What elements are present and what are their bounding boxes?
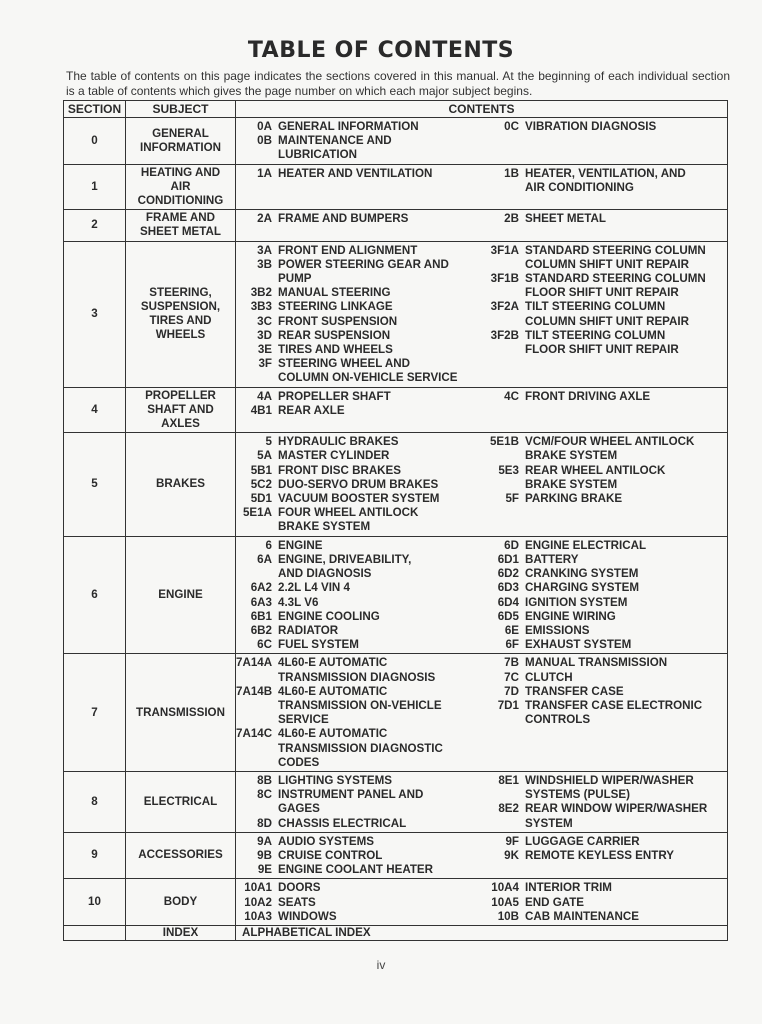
entry-code: 7B (504, 656, 519, 670)
entry-title: MANUAL STEERING (278, 286, 391, 300)
contents-column-left (236, 244, 479, 386)
contents-entry (236, 896, 479, 910)
contents-column-left (236, 212, 479, 226)
entry-title: VIBRATION DIAGNOSIS (525, 120, 657, 133)
contents-entry (236, 727, 479, 770)
contents-entry (236, 390, 479, 404)
contents-entry (479, 685, 727, 699)
section-contents (236, 241, 728, 387)
contents-entry (479, 120, 727, 134)
contents-column-right (479, 435, 727, 534)
entry-code: 8E1 (498, 773, 519, 787)
contents-column-right (479, 167, 727, 195)
contents-entry (236, 881, 479, 895)
section-subject: ENGINE (126, 536, 236, 654)
section-row (64, 210, 728, 241)
entry-code: 10A5 (491, 895, 519, 909)
contents-entry (236, 449, 479, 463)
contents-entry (479, 390, 727, 404)
contents-column-right (479, 774, 727, 831)
contents-column-right (479, 244, 727, 386)
contents-entry (236, 244, 479, 258)
entry-code: 3B2 (250, 286, 272, 300)
page-number: iv (376, 958, 386, 972)
contents-entry (479, 910, 727, 924)
entry-title: REAR WINDOW WIPER/WASHER SYSTEM (525, 802, 708, 830)
section-row (64, 654, 728, 772)
entry-code: 5B1 (250, 463, 272, 477)
contents-entry (236, 286, 479, 300)
section-contents (236, 832, 728, 879)
section-contents (236, 433, 728, 536)
contents-entry (236, 610, 479, 624)
contents-entry (479, 835, 727, 849)
section-row (64, 118, 728, 165)
section-subject: STEERING, SUSPENSION, TIRES AND WHEELS (126, 241, 236, 387)
entry-code: 9A (257, 834, 272, 848)
entry-code: 1A (257, 166, 272, 180)
contents-entry (479, 699, 727, 727)
entry-title: LIGHTING SYSTEMS (278, 773, 393, 787)
entry-code: 0A (257, 120, 272, 133)
entry-code: 3F1B (490, 272, 519, 286)
header-section: SECTION (64, 101, 126, 118)
contents-entry (236, 581, 479, 595)
section-subject: PROPELLER SHAFT AND AXLES (126, 387, 236, 433)
entry-code: 7A14B (236, 684, 273, 698)
contents-entry (479, 244, 727, 272)
contents-column-right (479, 835, 727, 878)
entry-title: FUEL SYSTEM (278, 638, 359, 652)
entry-title: BATTERY (525, 552, 579, 566)
entry-code: 6E (504, 623, 519, 637)
entry-code: 5D1 (250, 492, 272, 506)
entry-code: 8D (257, 816, 272, 830)
entry-title: FRONT DISC BRAKES (278, 463, 402, 477)
contents-entry (236, 492, 479, 506)
contents-column-right (479, 881, 727, 924)
entry-title: TILT STEERING COLUMN COLUMN SHIFT UNIT REPAIR (525, 300, 690, 328)
entry-code: 3B (257, 257, 272, 271)
contents-entry (236, 849, 479, 863)
entry-title: AUDIO SYSTEMS (278, 834, 374, 848)
entry-title: WINDSHIELD WIPER/WASHER SYSTEMS (PULSE) (525, 773, 694, 802)
entry-code: 6A (257, 552, 272, 566)
entry-code: 5E1B (489, 435, 519, 449)
entry-code: 8B (257, 773, 272, 787)
section-subject: ELECTRICAL (126, 771, 236, 832)
contents-column-right (479, 539, 727, 653)
entry-code: 6B1 (250, 609, 272, 623)
entry-title: EXHAUST SYSTEM (525, 638, 632, 652)
contents-entry (236, 120, 479, 134)
section-row (64, 536, 728, 654)
contents-column-left (236, 390, 479, 418)
contents-entry (236, 506, 479, 534)
entry-code: 8E2 (498, 802, 519, 816)
contents-entry (236, 134, 479, 162)
entry-title: MANUAL TRANSMISSION (525, 656, 668, 670)
section-number: 0 (64, 118, 126, 165)
contents-entry (479, 492, 727, 506)
entry-code: 3F1A (490, 243, 519, 257)
contents-entry (236, 258, 479, 286)
entry-code: 3C (257, 314, 272, 328)
contents-entry (479, 638, 727, 652)
entry-code: 7D (504, 684, 519, 698)
contents-column-left (236, 167, 479, 195)
contents-entry (479, 539, 727, 553)
contents-entry (236, 910, 479, 924)
contents-entry (236, 553, 479, 581)
contents-entry (479, 435, 727, 463)
contents-entry (479, 802, 727, 830)
entry-title: ENGINE COOLANT HEATER (278, 863, 434, 877)
contents-column-left (236, 120, 479, 163)
entry-title: STANDARD STEERING COLUMN FLOOR SHIFT UNIT REPAIR (525, 272, 706, 300)
entry-code: 10A3 (244, 909, 272, 923)
contents-entry (236, 788, 479, 816)
entry-code: 3E (257, 343, 272, 357)
entry-code: 6B2 (250, 623, 272, 637)
contents-entry (479, 212, 727, 226)
contents-entry (479, 624, 727, 638)
entry-code: 7A14A (236, 656, 273, 670)
contents-entry (479, 464, 727, 492)
contents-entry (236, 638, 479, 652)
contents-entry (236, 212, 479, 226)
section-number: 10 (64, 879, 126, 926)
section-number: 7 (64, 654, 126, 772)
contents-entry (236, 817, 479, 831)
entry-code: 4A (257, 389, 272, 403)
contents-entry (479, 610, 727, 624)
entry-title: FRAME AND BUMPERS (278, 212, 409, 226)
entry-title: HYDRAULIC BRAKES (278, 435, 399, 449)
contents-column-right (479, 656, 727, 770)
entry-title: CHASSIS ELECTRICAL (278, 816, 407, 830)
section-row (64, 832, 728, 879)
section-number: 5 (64, 433, 126, 536)
entry-code: 3B3 (250, 300, 272, 314)
contents-table (63, 100, 728, 941)
entry-title: RADIATOR (278, 623, 339, 637)
entry-title: 4L60-E AUTOMATIC TRANSMISSION ON-VEHICLE SERVICE (278, 684, 442, 727)
section-row (64, 241, 728, 387)
entry-code: 6 (265, 538, 272, 552)
entry-code: 10A2 (244, 895, 272, 909)
entry-title: GENERAL INFORMATION (278, 120, 419, 133)
entry-code: 5E1A (242, 506, 272, 520)
section-row (64, 771, 728, 832)
entry-title: 4L60-E AUTOMATIC TRANSMISSION DIAGNOSIS (278, 656, 436, 684)
contents-entry (236, 596, 479, 610)
entry-code: 6D (504, 538, 519, 552)
index-subject: INDEX (126, 925, 236, 940)
entry-title: DUO-SERVO DRUM BRAKES (278, 477, 439, 491)
section-subject: ACCESSORIES (126, 832, 236, 879)
section-contents (236, 654, 728, 772)
section-subject: HEATING AND AIR CONDITIONING (126, 164, 236, 210)
entry-title: ENGINE (278, 538, 323, 552)
contents-entry (236, 478, 479, 492)
contents-entry (479, 881, 727, 895)
contents-column-left (236, 881, 479, 924)
entry-code: 5E3 (498, 463, 519, 477)
entry-code: 4B1 (250, 403, 272, 417)
entry-title: CAB MAINTENANCE (525, 909, 640, 923)
section-contents (236, 164, 728, 210)
entry-code: 9E (257, 863, 272, 877)
entry-title: WINDOWS (278, 909, 337, 923)
entry-title: MASTER CYLINDER (278, 449, 390, 463)
section-subject: GENERAL INFORMATION (126, 118, 236, 165)
entry-code: 3F2A (490, 300, 519, 314)
entry-title: 2.2L L4 VIN 4 (278, 581, 350, 595)
contents-entry (479, 671, 727, 685)
section-contents (236, 210, 728, 241)
contents-column-left (236, 774, 479, 831)
entry-title: FRONT END ALIGNMENT (278, 243, 418, 257)
entry-code: 1B (504, 166, 519, 180)
entry-code: 6D1 (497, 552, 519, 566)
entry-title: SHEET METAL (525, 212, 606, 226)
entry-title: TRANSFER CASE (525, 684, 624, 698)
entry-code: 6A2 (250, 581, 272, 595)
contents-entry (236, 315, 479, 329)
entry-code: 6F (505, 638, 519, 652)
entry-title: VCM/FOUR WHEEL ANTILOCK BRAKE SYSTEM (525, 435, 695, 463)
entry-title: REAR WHEEL ANTILOCK BRAKE SYSTEM (525, 463, 666, 491)
entry-title: LUGGAGE CARRIER (525, 834, 640, 848)
entry-title: DOORS (278, 881, 321, 895)
contents-entry (236, 685, 479, 728)
entry-title: CHARGING SYSTEM (525, 581, 640, 595)
section-subject: TRANSMISSION (126, 654, 236, 772)
contents-entry (236, 624, 479, 638)
contents-column-left (236, 539, 479, 653)
section-number: 3 (64, 241, 126, 387)
contents-entry (236, 835, 479, 849)
entry-title: EMISSIONS (525, 623, 590, 637)
section-subject: BODY (126, 879, 236, 926)
entry-code: 9K (504, 848, 519, 862)
entry-code: 5A (257, 449, 272, 463)
entry-code: 8C (257, 788, 272, 802)
entry-title: 4.3L V6 (278, 595, 319, 609)
contents-entry (236, 329, 479, 343)
contents-column-left (236, 656, 479, 770)
section-row (64, 387, 728, 433)
entry-title: FOUR WHEEL ANTILOCK BRAKE SYSTEM (278, 506, 419, 534)
entry-code: 10A4 (491, 881, 519, 895)
entry-code: 9F (505, 834, 519, 848)
section-row (64, 879, 728, 926)
entry-code: 0B (257, 134, 272, 148)
contents-entry (236, 774, 479, 788)
page-title: TABLE OF CONTENTS (247, 38, 515, 63)
contents-entry (236, 464, 479, 478)
entry-title: REMOTE KEYLESS ENTRY (525, 848, 675, 862)
entry-code: 5C2 (250, 477, 272, 491)
contents-entry (479, 167, 727, 195)
entry-title: TIRES AND WHEELS (278, 343, 393, 357)
entry-code: 6D3 (497, 581, 519, 595)
entry-title: INTERIOR TRIM (525, 881, 612, 895)
section-contents (236, 536, 728, 654)
entry-title: STEERING WHEEL AND COLUMN ON-VEHICLE SERVICE (278, 357, 458, 385)
index-row (64, 925, 728, 940)
section-subject: FRAME AND SHEET METAL (126, 210, 236, 241)
table-body (64, 118, 728, 941)
entry-title: FRONT SUSPENSION (278, 314, 398, 328)
entry-title: VACUUM BOOSTER SYSTEM (278, 492, 440, 506)
entry-title: STEERING LINKAGE (278, 300, 393, 314)
entry-code: 7C (504, 670, 519, 684)
entry-title: FRONT DRIVING AXLE (525, 389, 651, 403)
section-contents (236, 879, 728, 926)
contents-entry (479, 300, 727, 328)
entry-title: PROPELLER SHAFT (278, 389, 391, 403)
entry-code: 3F (258, 357, 272, 371)
entry-title: CLUTCH (525, 670, 573, 684)
contents-entry (236, 863, 479, 877)
contents-column-right (479, 390, 727, 418)
section-number: 1 (64, 164, 126, 210)
intro-paragraph: The table of contents on this page indicates the sections covered in this manual. At the beginning of each individual section is a table of contents which gives the page number on which each major subject begins. (66, 69, 730, 98)
contents-entry (479, 596, 727, 610)
section-number: 4 (64, 387, 126, 433)
entry-code: 2A (257, 212, 272, 226)
entry-title: CRANKING SYSTEM (525, 567, 639, 581)
section-number: 2 (64, 210, 126, 241)
contents-entry (479, 567, 727, 581)
entry-title: STANDARD STEERING COLUMN COLUMN SHIFT UNIT REPAIR (525, 243, 706, 271)
entry-code: 3A (257, 243, 272, 257)
entry-title: REAR AXLE (278, 403, 345, 417)
section-subject: BRAKES (126, 433, 236, 536)
entry-title: MAINTENANCE AND LUBRICATION (278, 134, 392, 162)
header-contents: CONTENTS (236, 101, 728, 118)
entry-title: IGNITION SYSTEM (525, 595, 628, 609)
entry-title: ENGINE ELECTRICAL (525, 538, 647, 552)
entry-title: HEATER, VENTILATION, AND AIR CONDITIONING (525, 166, 686, 194)
entry-code: 6A3 (250, 595, 272, 609)
contents-entry (236, 435, 479, 449)
entry-title: PARKING BRAKE (525, 492, 623, 506)
entry-title: TILT STEERING COLUMN FLOOR SHIFT UNIT REPAIR (525, 328, 679, 357)
contents-entry (479, 849, 727, 863)
contents-column-right (479, 212, 727, 226)
entry-code: 6D5 (497, 609, 519, 623)
entry-code: 6C (257, 638, 272, 652)
contents-column-left (236, 835, 479, 878)
entry-code: 7D1 (497, 698, 519, 712)
entry-title: ENGINE COOLING (278, 609, 380, 623)
entry-title: 4L60-E AUTOMATIC TRANSMISSION DIAGNOSTIC CODES (278, 727, 443, 769)
entry-title: POWER STEERING GEAR AND PUMP (278, 257, 449, 286)
contents-entry (236, 656, 479, 684)
entry-code: 7A14C (236, 727, 273, 741)
contents-column-right (479, 120, 727, 163)
section-row (64, 164, 728, 210)
entry-title: TRANSFER CASE ELECTRONIC CONTROLS (525, 698, 703, 727)
entry-title: INSTRUMENT PANEL AND GAGES (278, 788, 424, 816)
contents-column-left (236, 435, 479, 534)
section-number: 9 (64, 832, 126, 879)
section-number: 8 (64, 771, 126, 832)
section-contents (236, 387, 728, 433)
section-contents (236, 771, 728, 832)
contents-entry (236, 300, 479, 314)
entry-code: 10A1 (244, 881, 272, 895)
section-contents (236, 118, 728, 165)
contents-entry (236, 539, 479, 553)
contents-entry (479, 329, 727, 357)
entry-code: 9B (257, 848, 272, 862)
contents-entry (236, 404, 479, 418)
contents-entry (479, 272, 727, 300)
entry-title: HEATER AND VENTILATION (278, 166, 433, 180)
section-number: 6 (64, 536, 126, 654)
index-section-cell (64, 925, 126, 940)
entry-title: ENGINE WIRING (525, 609, 616, 623)
entry-code: 5F (505, 492, 519, 506)
entry-title: CRUISE CONTROL (278, 848, 383, 862)
contents-entry (236, 167, 479, 181)
entry-code: 3F2B (490, 328, 519, 342)
table-header-row (64, 101, 728, 118)
entry-code: 2B (504, 212, 519, 226)
contents-entry (479, 774, 727, 802)
entry-code: 6D2 (497, 567, 519, 581)
contents-entry (479, 656, 727, 670)
contents-entry (479, 581, 727, 595)
entry-code: 6D4 (497, 595, 519, 609)
entry-title: END GATE (525, 895, 585, 909)
entry-title: SEATS (278, 895, 316, 909)
entry-code: 3D (257, 328, 272, 342)
header-subject: SUBJECT (126, 101, 236, 118)
entry-title: ENGINE, DRIVEABILITY, AND DIAGNOSIS (278, 552, 412, 581)
contents-entry (236, 357, 479, 385)
section-row (64, 433, 728, 536)
entry-code: 0C (504, 120, 519, 133)
index-contents: ALPHABETICAL INDEX (236, 925, 728, 940)
entry-title: REAR SUSPENSION (278, 328, 391, 342)
entry-code: 10B (497, 909, 519, 923)
entry-code: 4C (504, 389, 519, 403)
contents-entry (479, 553, 727, 567)
contents-entry (236, 343, 479, 357)
contents-entry (479, 896, 727, 910)
entry-code: 5 (265, 435, 272, 449)
